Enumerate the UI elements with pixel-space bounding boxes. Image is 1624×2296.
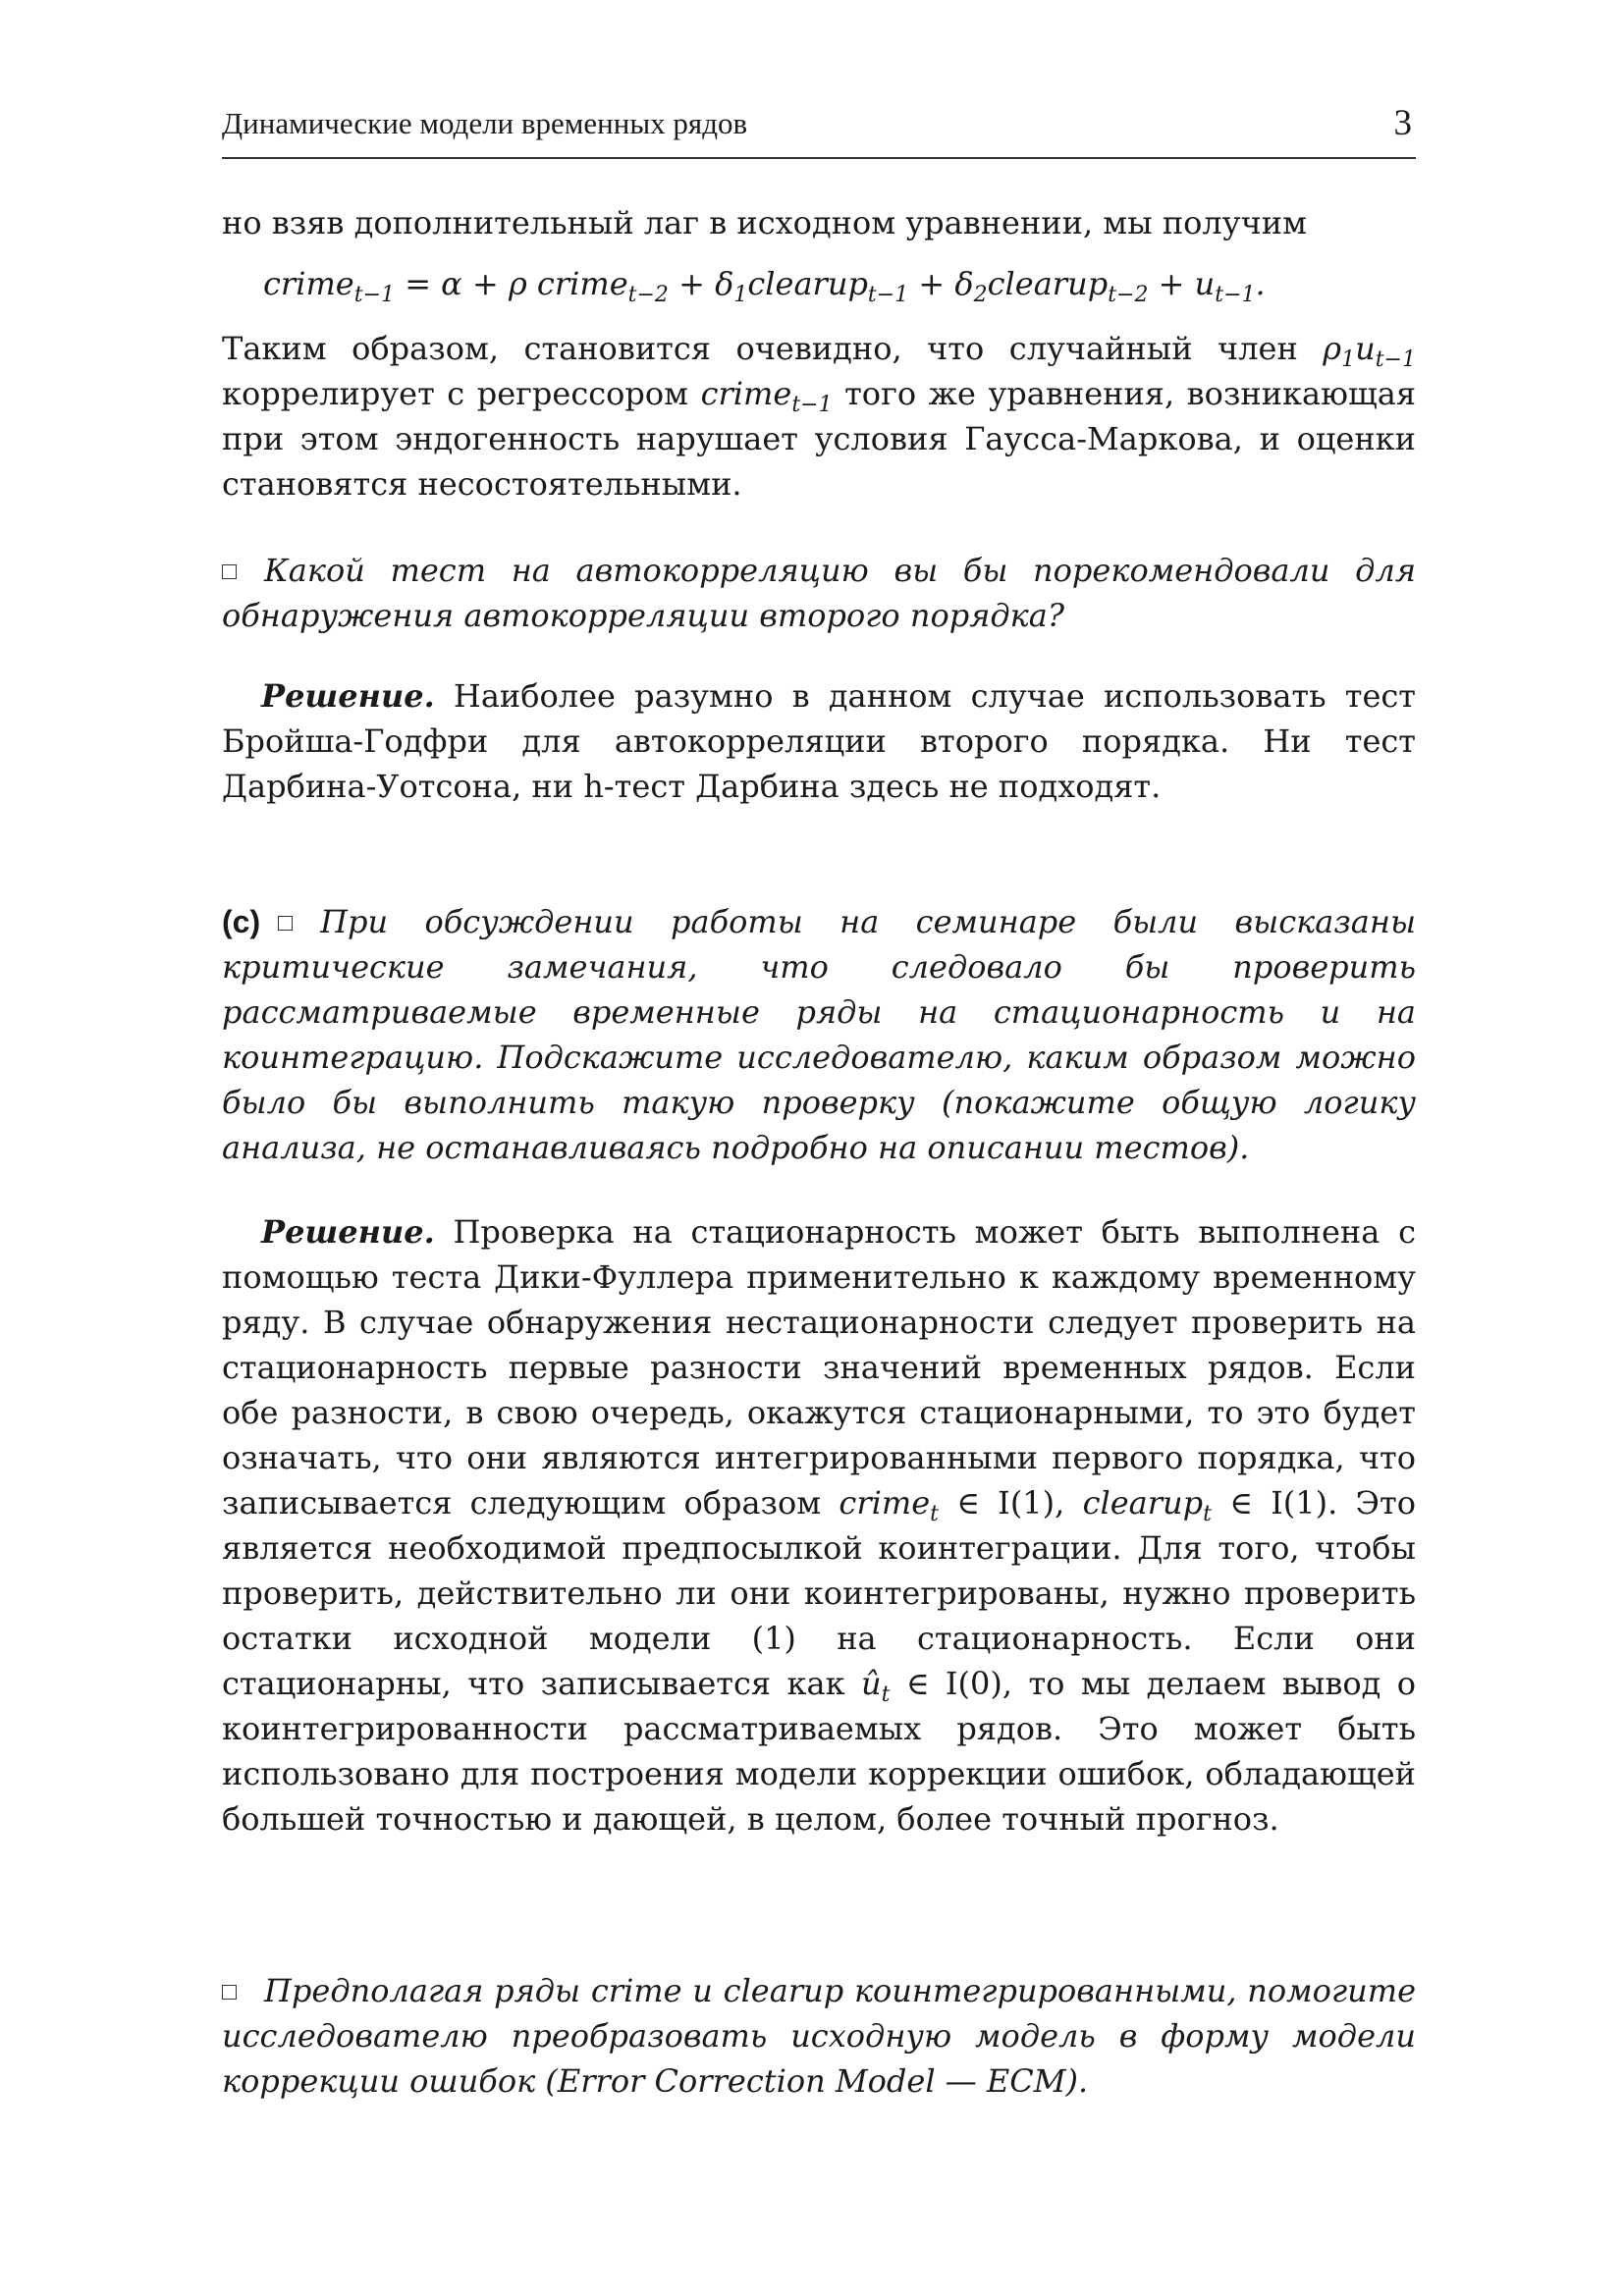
question-c: (c) При обсуждении работы на семинаре были высказаны критические замечания, что следовало бы проверить рассматриваемые временные ряды на стационарность и на коинтеграцию. Подскажите исследователю, каким образом можно было бы выполнить такую проверку (покажите общую логику анализа, не останавливаясь подробно на описании тестов). [222,903,1416,1166]
solution-stationarity: Решение. Проверка на стационарность может быть выполнена с помощью теста Дики-Фуллера применительно к каждому временному ряду. В случае обнаружения нестационарности следует проверить на стационарность первые разности значений временных рядов. Если обе разности, в свою очередь, окажутся стационарными, то это будет означать, что они являются интегрированными первого порядка, что записывается следующим образом crime$_t$ ∈ I(1), clearup$_t$ ∈ I(1). Это является необходимой предпосылкой коинтеграции. Для того, чтобы проверить, действительно ли они коинтегрированы, нужно проверить остатки исходной модели (1) на стационарность. Если они стационарны, что записывается как $û_t$ ∈ I(0), то мы делаем вывод о коинтегрированности рассматриваемых рядов. Это может быть использовано для построения модели коррекции ошибок, обладающей большей точностью и дающей, в целом, более точный прогноз. [222,1213,1417,1838]
running-header [222,98,1416,159]
question-autocorrelation: Какой тест на автокорреляцию вы бы порекомендовали для обнаружения автокорреляции второго порядка? [222,552,1416,634]
checkbox-square-icon [278,916,293,931]
checkbox-square-icon [222,1985,237,2000]
solution-autocorrelation: Решение. Наиболее разумно в данном случае использовать тест Бройша-Годфри для автокорреляции второго порядка. Ни тест Дарбина-Уотсона, ни h-тест Дарбина здесь не подходят. [222,677,1416,805]
checkbox-square-icon [222,564,237,579]
question-marker: (c) [222,904,261,939]
paragraph-endogeneity: Таким образом, становится очевидно, что случайный член $\rho_1u_{t-1}$ коррелирует с регрессором crime$_{t-1}$ того же уравнения, возникающая при этом эндогенность нарушает условия Гаусса-Маркова, и оценки становятся несостоятельными. [222,330,1417,503]
question-ecm: Предполагая ряды crime и clearup коинтегрированными, помогите исследователю преобразовать исходную модель в форму модели коррекции ошибок (Error Correction Model — ECM). [222,1972,1416,2100]
solution-label: Решение. [261,1213,435,1251]
page-number: 3 [1393,103,1412,143]
intro-line: но взяв дополнительный лаг в исходном уравнении, мы получим [222,204,1307,241]
solution-label: Решение. [261,677,435,715]
running-title: Динамические модели временных рядов [222,106,748,140]
equation: crime$_{t-1}$ = α + ρ crime$_{t-2}$ + $\delta_1clearup_{t-1}$ + $\delta_2clearup_{t-2} + u_{t-1}$. [263,265,1266,307]
